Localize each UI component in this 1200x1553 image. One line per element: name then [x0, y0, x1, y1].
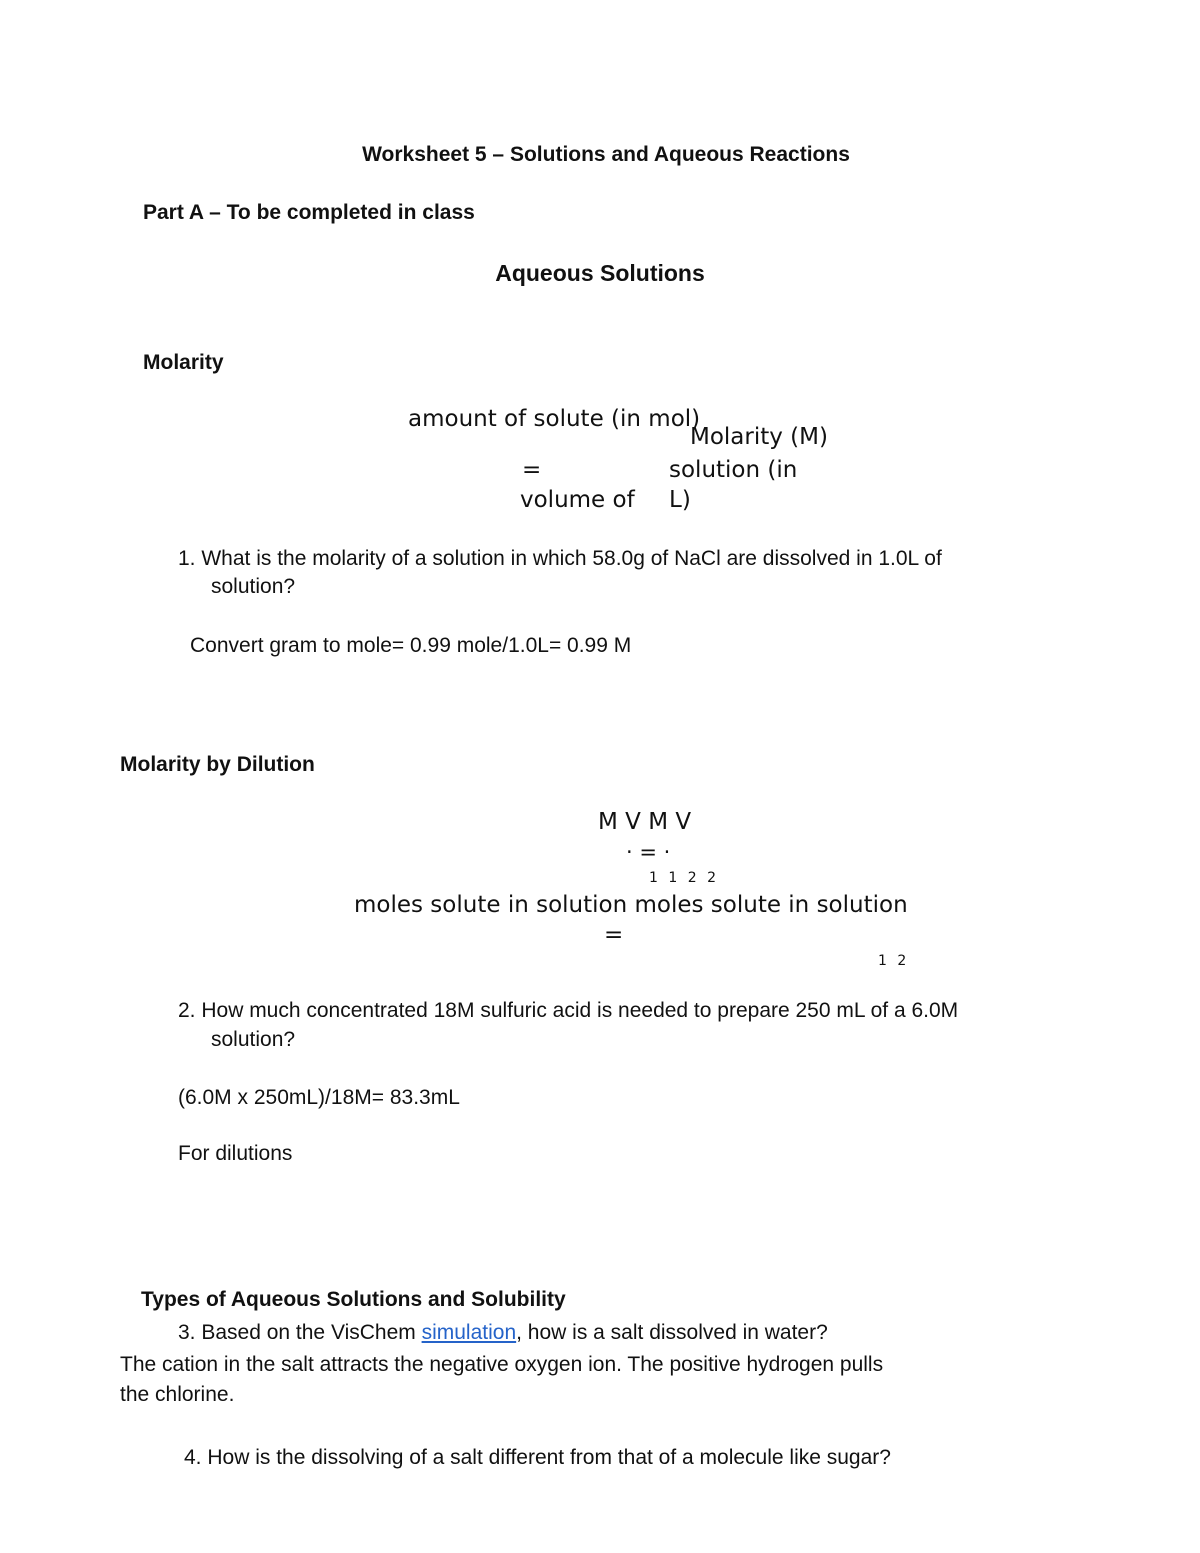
section-title: Aqueous Solutions: [495, 260, 705, 286]
question-3-prefix: 3. Based on the VisChem: [178, 1321, 422, 1344]
question-3: [178, 1320, 828, 1346]
formula-denominator-2: solution (in: [669, 457, 798, 483]
question-2-note: For dilutions: [178, 1142, 293, 1165]
formula-equals: =: [522, 457, 542, 483]
formula-lhs: Molarity (M): [690, 424, 828, 450]
question-1-line1: 1. What is the molarity of a solution in which 58.0g of NaCl are dissolved in 1.0L of: [178, 547, 942, 570]
question-4: 4. How is the dissolving of a salt different from that of a molecule like sugar?: [184, 1446, 891, 1469]
worksheet-title: Worksheet 5 – Solutions and Aqueous Reactions: [362, 143, 850, 166]
molarity-heading: Molarity: [143, 351, 224, 374]
question-2-line1: 2. How much concentrated 18M sulfuric acid is needed to prepare 250 mL of a 6.0M: [178, 999, 959, 1022]
dilution-moles-subscripts: 1 2: [878, 953, 910, 969]
formula-denominator-1: volume of: [520, 487, 635, 513]
formula-denominator-3: L): [669, 487, 691, 513]
question-3-suffix: , how is a salt dissolved in water?: [516, 1321, 828, 1344]
dilution-eq-top: M V M V: [598, 809, 692, 835]
question-2-answer: (6.0M x 250mL)/18M= 83.3mL: [178, 1086, 460, 1109]
formula-numerator: amount of solute (in mol): [408, 406, 701, 432]
dilution-eq-subscripts: 1 1 2 2: [649, 870, 719, 886]
part-a-label: Part A – To be completed in class: [143, 201, 475, 224]
dilution-heading: Molarity by Dilution: [120, 753, 315, 776]
question-2-line2: solution?: [211, 1028, 296, 1051]
types-heading: Types of Aqueous Solutions and Solubility: [141, 1288, 566, 1311]
dilution-eq-mid: · = ·: [626, 840, 671, 864]
question-1-answer: Convert gram to mole= 0.99 mole/1.0L= 0.99 M: [190, 634, 632, 657]
question-1-line2: solution?: [211, 575, 296, 598]
dilution-moles-equals: =: [604, 922, 624, 948]
question-3-answer-line1: The cation in the salt attracts the negative oxygen ion. The positive hydrogen pulls: [120, 1353, 884, 1376]
simulation-link[interactable]: simulation: [421, 1321, 517, 1344]
question-3-answer-line2: the chlorine.: [120, 1383, 235, 1406]
dilution-moles-text: moles solute in solution moles solute in solution: [354, 892, 908, 918]
